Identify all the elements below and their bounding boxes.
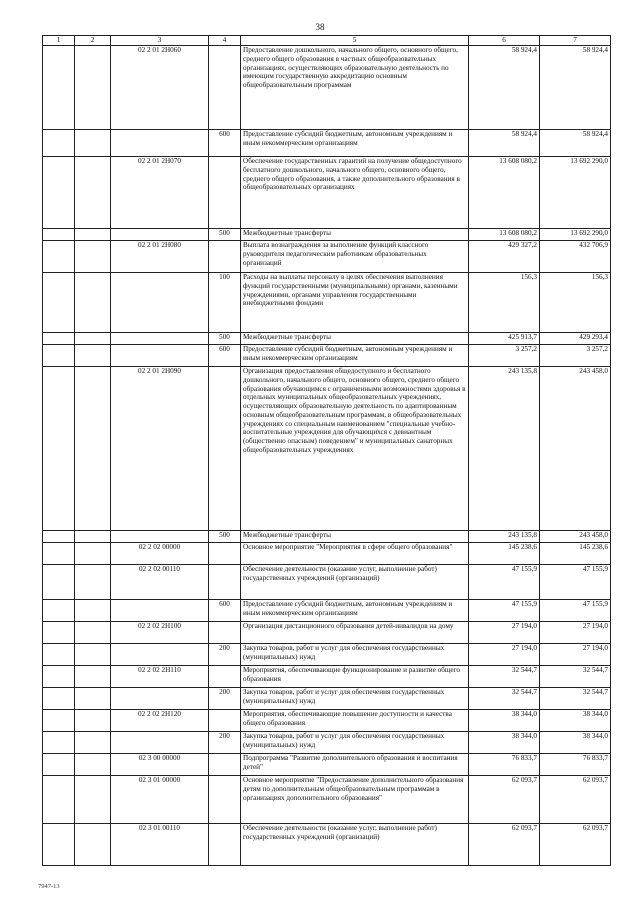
budget-code-cell: 02 2 02 2Н110 — [111, 666, 209, 688]
amount-col6-cell: 425 913,7 — [469, 333, 540, 345]
table-row — [43, 229, 611, 241]
col2-cell — [75, 622, 111, 644]
col2-cell — [75, 46, 111, 130]
header-col-7: 7 — [540, 36, 611, 46]
budget-code-cell — [111, 732, 209, 754]
expense-type-cell — [209, 776, 241, 824]
expense-type-cell — [209, 622, 241, 644]
table-row — [43, 622, 611, 644]
expense-type-cell — [209, 565, 241, 600]
expense-type-cell: 200 — [209, 732, 241, 754]
table-row — [43, 157, 611, 229]
expense-type-cell — [209, 157, 241, 229]
budget-code-cell — [111, 644, 209, 666]
amount-col7-cell: 62 093,7 — [540, 824, 611, 866]
amount-col6-cell: 76 833,7 — [469, 754, 540, 776]
col2-cell — [75, 345, 111, 367]
header-col-2: 2 — [75, 36, 111, 46]
table-row — [43, 333, 611, 345]
expense-type-cell — [209, 241, 241, 273]
table-row — [43, 600, 611, 622]
col2-cell — [75, 157, 111, 229]
description-cell: Подпрограмма "Развитие дополнительного образования и воспитания детей" — [241, 754, 469, 776]
table-row — [43, 754, 611, 776]
table-row — [43, 565, 611, 600]
amount-col6-cell: 243 135,8 — [469, 531, 540, 543]
col1-cell — [43, 688, 75, 710]
table-row — [43, 345, 611, 367]
description-cell: Межбюджетные трансферты — [241, 333, 469, 345]
expense-type-cell — [209, 543, 241, 565]
col2-cell — [75, 565, 111, 600]
description-cell: Основное мероприятие "Мероприятия в сфере общего образования" — [241, 543, 469, 565]
col1-cell — [43, 531, 75, 543]
amount-col7-cell: 62 093,7 — [540, 776, 611, 824]
description-cell: Обеспечение деятельности (оказание услуг, выполнение работ) государственных учреждений (организаций) — [241, 824, 469, 866]
description-cell: Закупка товаров, работ и услуг для обеспечения государственных (муниципальных) нужд — [241, 644, 469, 666]
page-number: 38 — [315, 22, 325, 32]
description-cell: Закупка товаров, работ и услуг для обеспечения государственных (муниципальных) нужд — [241, 732, 469, 754]
amount-col7-cell: 38 344,0 — [540, 732, 611, 754]
description-cell: Мероприятия, обеспечивающие повышение доступности и качества общего образования — [241, 710, 469, 732]
col1-cell — [43, 46, 75, 130]
amount-col7-cell: 13 692 290,0 — [540, 229, 611, 241]
table-row — [43, 273, 611, 333]
amount-col7-cell: 32 544,7 — [540, 666, 611, 688]
amount-col6-cell: 27 194,0 — [469, 644, 540, 666]
amount-col6-cell: 38 344,0 — [469, 732, 540, 754]
expense-type-cell — [209, 824, 241, 866]
amount-col7-cell: 76 833,7 — [540, 754, 611, 776]
header-col-6: 6 — [469, 36, 540, 46]
amount-col6-cell: 13 608 080,2 — [469, 229, 540, 241]
col1-cell — [43, 333, 75, 345]
expense-type-cell: 600 — [209, 130, 241, 157]
description-cell: Предоставление субсидий бюджетным, автономным учреждениям и иным некоммерческим организациям — [241, 130, 469, 157]
budget-code-cell: 02 3 01 00110 — [111, 824, 209, 866]
amount-col6-cell: 32 544,7 — [469, 688, 540, 710]
description-cell: Основное мероприятие "Предоставление дополнительного образования детям по дополнительным общеобразовательным программам в организациях дополнительного образования" — [241, 776, 469, 824]
description-cell: Предоставление дошкольного, начального общего, основного общего, среднего общего образования в частных общеобразовательных организациях, осуществляющих образовательную деятельность по имеющим государственную аккредитацию основным общеобразовательным программам — [241, 46, 469, 130]
amount-col7-cell: 3 257,2 — [540, 345, 611, 367]
col1-cell — [43, 345, 75, 367]
col1-cell — [43, 273, 75, 333]
header-col-3: 3 — [111, 36, 209, 46]
col2-cell — [75, 710, 111, 732]
col1-cell — [43, 130, 75, 157]
col2-cell — [75, 241, 111, 273]
budget-code-cell: 02 3 01 00000 — [111, 776, 209, 824]
table-row — [43, 732, 611, 754]
amount-col7-cell: 32 544,7 — [540, 688, 611, 710]
amount-col6-cell: 429 327,2 — [469, 241, 540, 273]
amount-col6-cell: 47 155,9 — [469, 600, 540, 622]
budget-code-cell — [111, 600, 209, 622]
expense-type-cell: 500 — [209, 531, 241, 543]
amount-col7-cell: 243 458,0 — [540, 531, 611, 543]
col1-cell — [43, 710, 75, 732]
amount-col7-cell: 13 692 290,0 — [540, 157, 611, 229]
expense-type-cell: 600 — [209, 600, 241, 622]
table-row — [43, 688, 611, 710]
budget-table — [42, 35, 611, 866]
col2-cell — [75, 367, 111, 531]
expense-type-cell: 200 — [209, 644, 241, 666]
col1-cell — [43, 824, 75, 866]
expense-type-cell — [209, 367, 241, 531]
col2-cell — [75, 273, 111, 333]
expense-type-cell: 100 — [209, 273, 241, 333]
col1-cell — [43, 644, 75, 666]
expense-type-cell — [209, 666, 241, 688]
amount-col6-cell: 3 257,2 — [469, 345, 540, 367]
col1-cell — [43, 229, 75, 241]
amount-col6-cell: 58 924,4 — [469, 130, 540, 157]
amount-col6-cell: 243 135,8 — [469, 367, 540, 531]
header-col-1: 1 — [43, 36, 75, 46]
header-col-4: 4 — [209, 36, 241, 46]
amount-col6-cell: 156,3 — [469, 273, 540, 333]
description-cell: Обеспечение деятельности (оказание услуг, выполнение работ) государственных учреждений (организаций) — [241, 565, 469, 600]
description-cell: Межбюджетные трансферты — [241, 531, 469, 543]
table-row — [43, 543, 611, 565]
budget-code-cell: 02 2 02 00000 — [111, 543, 209, 565]
table-row — [43, 824, 611, 866]
expense-type-cell — [209, 46, 241, 130]
table-row — [43, 241, 611, 273]
description-cell: Расходы на выплаты персоналу в целях обеспечения выполнения функций государственными (муниципальными) органами, казенными учреждениями, органами управления государственными внебюджетными фондами — [241, 273, 469, 333]
amount-col6-cell: 145 238,6 — [469, 543, 540, 565]
expense-type-cell: 500 — [209, 229, 241, 241]
col1-cell — [43, 776, 75, 824]
expense-type-cell — [209, 710, 241, 732]
description-cell: Обеспечение государственных гарантий на получение общедоступного бесплатного дошкольного, начального общего, основного общего, среднего общего образования, а также дополнительного образования в общеобразовательных организациях — [241, 157, 469, 229]
budget-code-cell: 02 2 02 2Н120 — [111, 710, 209, 732]
description-cell: Межбюджетные трансферты — [241, 229, 469, 241]
budget-code-cell — [111, 333, 209, 345]
amount-col7-cell: 27 194,0 — [540, 622, 611, 644]
amount-col6-cell: 32 544,7 — [469, 666, 540, 688]
table-row — [43, 710, 611, 732]
col1-cell — [43, 754, 75, 776]
col2-cell — [75, 229, 111, 241]
budget-code-cell — [111, 688, 209, 710]
amount-col7-cell: 58 924,4 — [540, 130, 611, 157]
description-cell: Закупка товаров, работ и услуг для обеспечения государственных (муниципальных) нужд — [241, 688, 469, 710]
col1-cell — [43, 565, 75, 600]
budget-code-cell: 02 2 01 2Н070 — [111, 157, 209, 229]
amount-col6-cell: 27 194,0 — [469, 622, 540, 644]
amount-col7-cell: 38 344,0 — [540, 710, 611, 732]
col2-cell — [75, 754, 111, 776]
description-cell: Организация предоставления общедоступного и бесплатного дошкольного, начального общего, основного общего, среднего общего образования обучающимся с ограниченными возможностями здоровья в отдельных муниципальных общеобразовательных учреждениях, осуществляющих образовательную деятельность по адаптированным основным общеобразовательным программам, в общеобразовательных учреждениях со специальным наименованием "специальные учебно-воспитательные учреждения для обучающихся с девиантным (общественно опасным) поведением" и муниципальных санаторных общеобразовательных учреждениях — [241, 367, 469, 531]
amount-col7-cell: 243 458,0 — [540, 367, 611, 531]
footer-code: 7947-13 — [38, 883, 60, 890]
budget-code-cell — [111, 130, 209, 157]
amount-col7-cell: 432 706,9 — [540, 241, 611, 273]
expense-type-cell: 500 — [209, 333, 241, 345]
expense-type-cell — [209, 754, 241, 776]
budget-code-cell: 02 3 00 00000 — [111, 754, 209, 776]
col2-cell — [75, 688, 111, 710]
budget-code-cell — [111, 229, 209, 241]
description-cell: Выплата вознаграждения за выполнение функций классного руководителя педагогическим работникам образовательных организаций — [241, 241, 469, 273]
budget-code-cell — [111, 345, 209, 367]
amount-col7-cell: 145 238,6 — [540, 543, 611, 565]
col2-cell — [75, 776, 111, 824]
budget-code-cell: 02 2 01 2Н060 — [111, 46, 209, 130]
table-row — [43, 776, 611, 824]
amount-col7-cell: 58 924,4 — [540, 46, 611, 130]
col1-cell — [43, 241, 75, 273]
table-row — [43, 130, 611, 157]
col1-cell — [43, 600, 75, 622]
description-cell: Организация дистанционного образования детей-инвалидов на дому — [241, 622, 469, 644]
amount-col7-cell: 27 194,0 — [540, 644, 611, 666]
col1-cell — [43, 367, 75, 531]
col2-cell — [75, 824, 111, 866]
col2-cell — [75, 333, 111, 345]
table-row — [43, 46, 611, 130]
description-cell: Предоставление субсидий бюджетным, автономным учреждениям и иным некоммерческим организациям — [241, 345, 469, 367]
table-row — [43, 531, 611, 543]
expense-type-cell: 600 — [209, 345, 241, 367]
amount-col7-cell: 47 155,9 — [540, 565, 611, 600]
col2-cell — [75, 600, 111, 622]
col1-cell — [43, 543, 75, 565]
budget-code-cell — [111, 531, 209, 543]
col1-cell — [43, 666, 75, 688]
budget-code-cell: 02 2 01 2Н090 — [111, 367, 209, 531]
table-row — [43, 644, 611, 666]
header-col-5: 5 — [241, 36, 469, 46]
description-cell: Мероприятия, обеспечивающие функционирование и развитие общего образования — [241, 666, 469, 688]
amount-col6-cell: 47 155,9 — [469, 565, 540, 600]
col2-cell — [75, 531, 111, 543]
table-header-row — [43, 36, 611, 46]
col2-cell — [75, 666, 111, 688]
col2-cell — [75, 543, 111, 565]
col1-cell — [43, 157, 75, 229]
amount-col6-cell: 62 093,7 — [469, 776, 540, 824]
col1-cell — [43, 732, 75, 754]
table-row — [43, 367, 611, 531]
col2-cell — [75, 130, 111, 157]
amount-col7-cell: 429 293,4 — [540, 333, 611, 345]
description-cell: Предоставление субсидий бюджетным, автономным учреждениям и иным некоммерческим организациям — [241, 600, 469, 622]
col1-cell — [43, 622, 75, 644]
amount-col7-cell: 47 155,9 — [540, 600, 611, 622]
expense-type-cell: 200 — [209, 688, 241, 710]
amount-col6-cell: 38 344,0 — [469, 710, 540, 732]
budget-code-cell: 02 2 02 00110 — [111, 565, 209, 600]
amount-col7-cell: 156,3 — [540, 273, 611, 333]
budget-code-cell — [111, 273, 209, 333]
col2-cell — [75, 644, 111, 666]
budget-code-cell: 02 2 02 2Н100 — [111, 622, 209, 644]
budget-code-cell: 02 2 01 2Н080 — [111, 241, 209, 273]
amount-col6-cell: 62 093,7 — [469, 824, 540, 866]
table-row — [43, 666, 611, 688]
amount-col6-cell: 58 924,4 — [469, 46, 540, 130]
amount-col6-cell: 13 608 080,2 — [469, 157, 540, 229]
col2-cell — [75, 732, 111, 754]
